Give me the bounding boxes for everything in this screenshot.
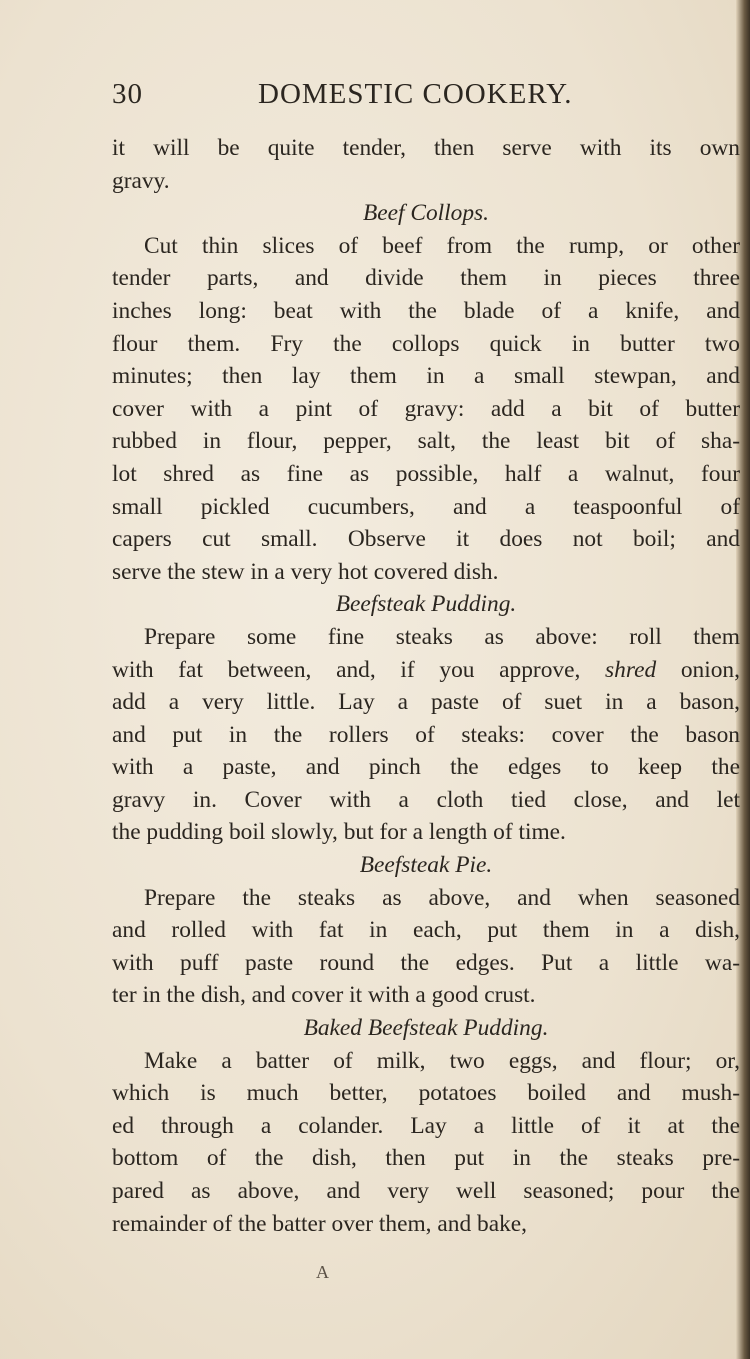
text-line: rubbed in flour, pepper, salt, the least bit of sha-: [112, 428, 740, 455]
text-line: it will be quite tender, then serve with its own: [112, 135, 740, 161]
text-line: tender parts, and divide them in pieces three: [112, 265, 740, 292]
signature-mark: A: [316, 1262, 329, 1282]
text-line: with puff paste round the edges. Put a little wa-: [112, 949, 740, 976]
recipe-title: Baked Beefsteak Pudding.: [303, 1015, 549, 1042]
text-line: and put in the rollers of steaks: cover the bason: [112, 721, 740, 748]
italic-word: shred: [605, 656, 657, 683]
text-line: cover with a pint of gravy: add a bit of butter: [112, 395, 740, 422]
text-line: pared as above, and very well seasoned; pour the: [112, 1178, 740, 1204]
text-line: [112, 654, 740, 687]
text-line: gravy in. Cover with a cloth tied close, and let: [112, 786, 740, 813]
text-line: and rolled with fat in each, put them in a dish,: [112, 917, 740, 944]
recipe-title: Beefsteak Pie.: [359, 852, 493, 879]
running-title: DOMESTIC COOKERY.: [258, 78, 573, 110]
recipe-title: Beef Collops.: [362, 200, 490, 227]
recipe-title: Beefsteak Pudding.: [335, 591, 517, 618]
text-line: with a paste, and pinch the edges to keep the: [112, 754, 740, 781]
text-segment: onion,: [680, 656, 740, 683]
page-body: [112, 132, 740, 1240]
text-line: Make a batter of milk, two eggs, and flour; or,: [144, 1047, 740, 1074]
text-line: gravy.: [112, 167, 170, 194]
running-header: [112, 78, 598, 114]
text-segment: with fat between, and, if you approve,: [112, 656, 581, 683]
text-line: inches long: beat with the blade of a knife, and: [112, 297, 740, 324]
text-line: Prepare some fine steaks as above: roll them: [144, 623, 740, 650]
text-line: serve the stew in a very hot covered dish.: [112, 558, 499, 585]
text-line: small pickled cucumbers, and a teaspoonful of: [112, 493, 740, 520]
text-line: which is much better, potatoes boiled and mush-: [112, 1080, 740, 1107]
text-line: ed through a colander. Lay a little of it at the: [112, 1112, 740, 1139]
text-line: ter in the dish, and cover it with a good crust.: [112, 982, 536, 1009]
text-line: add a very little. Lay a paste of suet in a bason,: [112, 689, 740, 716]
text-line: remainder of the batter over them, and bake,: [112, 1210, 528, 1237]
text-line: bottom of the dish, then put in the steaks pre-: [112, 1145, 740, 1172]
text-line: lot shred as fine as possible, half a walnut, four: [112, 460, 740, 487]
text-line: minutes; then lay them in a small stewpan, and: [112, 363, 740, 390]
text-line: Cut thin slices of beef from the rump, or other: [144, 232, 740, 259]
text-line: the pudding boil slowly, but for a length of time.: [112, 819, 566, 846]
page-number: 30: [112, 78, 143, 110]
text-line: flour them. Fry the collops quick in butter two: [112, 330, 740, 357]
text-line: Prepare the steaks as above, and when seasoned: [144, 884, 740, 911]
text-line: capers cut small. Observe it does not boil; and: [112, 526, 740, 553]
